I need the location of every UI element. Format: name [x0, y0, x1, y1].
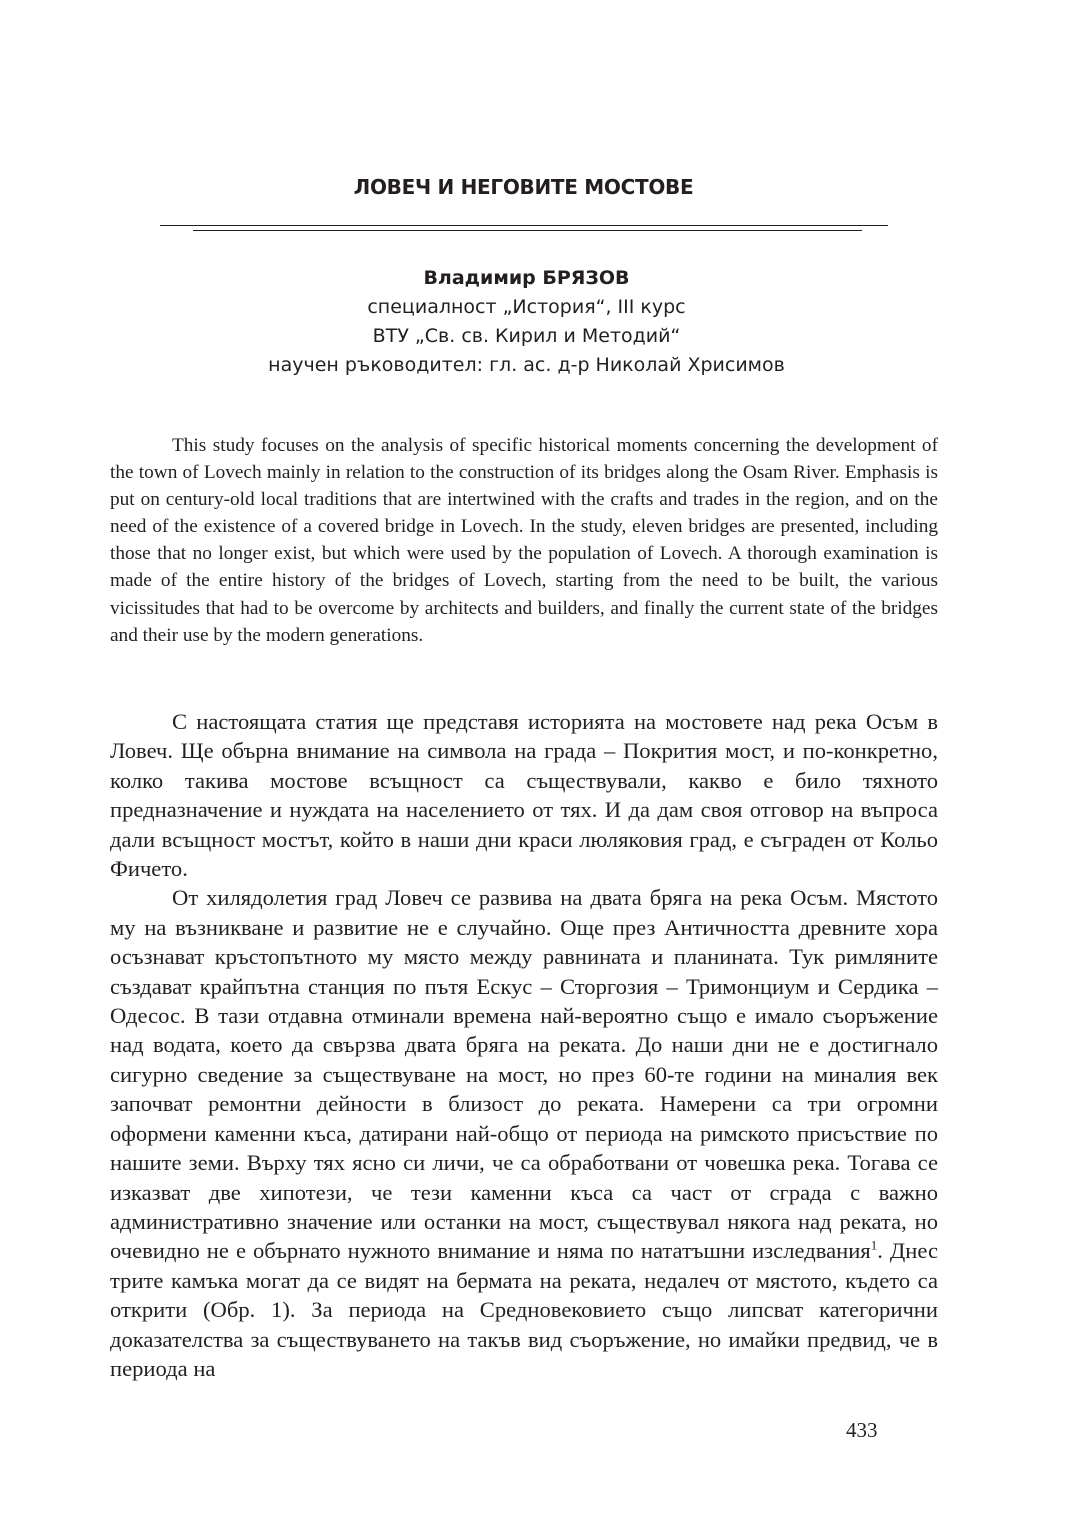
page-number: 433: [846, 1418, 878, 1442]
body-paragraph: [110, 883, 938, 1383]
author-block: [0, 264, 1053, 380]
body-text-segment: От хилядолетия град Ловеч се развива на двата бряга на река Осъм. Мястото му на възникване и развитие не е случайно. Още през Античността древните хора осъзнават кръстопътното му място между равнината и планината. Тук римляните създават крайпътна станция по пътя Ескус – Сторгозия – Тримонциум и Сердика – Одесос. В тази отдавна отминали времена най-вероятно също е имало съоръжение над водата, което да свързва двата бряга на реката. До наши дни не е достигнало сигурно сведение за съществуване на мост, но през 60-те години на миналия век започват ремонтни дейности в близост до реката. Намерени са три огромни оформени каменни къса, датирани най-общо от периода на римското присъствие по нашите земи. Върху тях ясно си личи, че са обработвани от човешка река. Тогава се изказват две хипотези, че тези каменни къса са част от сграда с важно административно значение или останки на мост, съществувал някога над реката, но очевидно не е обърнато нужното внимание и няма по нататъшни изследвания: [110, 885, 938, 1264]
title-divider-bottom: [193, 230, 862, 231]
author-name: Владимир БРЯЗОВ: [423, 267, 630, 289]
body-text-segment: . Днес трите камъка могат да се видят на бермата на реката, недалеч от мястото, където са открити (Обр. 1). За периода на Средновековието също липсват категорични доказателства за съществуването на такъв вид съоръжение, но имайки предвид, че в периода на: [110, 1238, 938, 1381]
footnote-reference[interactable]: 1: [870, 1237, 878, 1253]
article-body: [110, 707, 938, 1383]
body-paragraph: С настоящата статия ще представя историята на мостовете над река Осъм в Ловеч. Ще обърна внимание на символа на града – Покрития мост, и по-конкретно, колко такива мостове всъщност са съществували, какво е било тяхното предназначение и нуждата на населението от тях. И да дам своя отговор на въпроса дали всъщност мостът, който в наши дни краси люляковия град, е съграден от Кольо Фичето.: [110, 709, 938, 882]
article-title: ЛОВЕЧ И НЕГОВИТЕ МОСТОВЕ: [353, 175, 694, 199]
author-university: ВТУ „Св. св. Кирил и Методий“: [372, 325, 681, 347]
author-program: специалност „История“, III курс: [367, 296, 686, 318]
author-supervisor: научен ръководител: гл. ас. д-р Николай Хрисимов: [268, 354, 785, 376]
abstract-paragraph: This study focuses on the analysis of specific historical moments concerning the development of the town of Lovech mainly in relation to the construction of its bridges along the Osam River. Emphasis is put on century-old local traditions that are intertwined with the crafts and trades in the region, and on the need of the existence of a covered bridge in Lovech. In the study, eleven bridges are presented, including those that no longer exist, but which were used by the population of Lovech. A thorough examination is made of the entire history of the bridges of Lovech, starting from the need to be built, the various vicissitudes that had to be overcome by architects and builders, and finally the current state of the bridges and their use by the modern generations.: [110, 435, 938, 646]
title-divider-top: [160, 225, 888, 226]
